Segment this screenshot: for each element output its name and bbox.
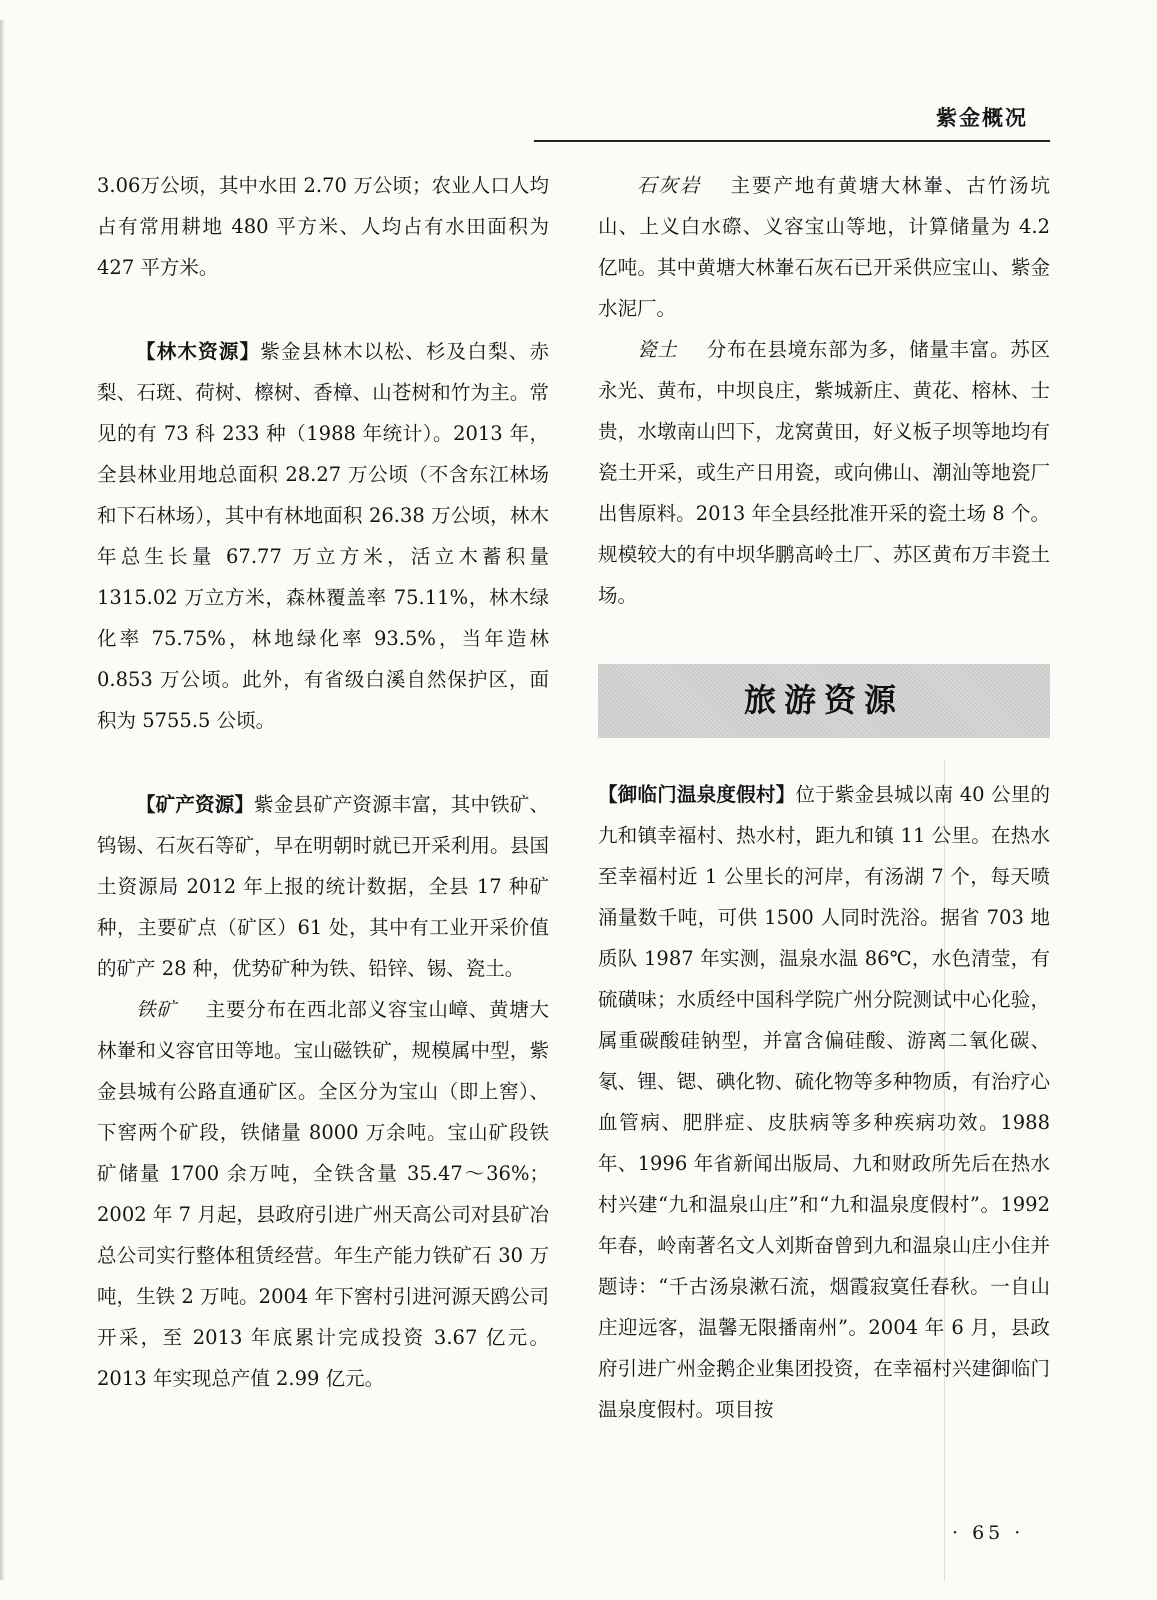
section-title: 紫金概况	[936, 106, 1028, 130]
iron-ore-text: 主要分布在西北部义容宝山嶂、黄塘大林輋和义容官田等地。宝山磁铁矿，规模属中型，紫金县城有公路直通矿区。全区分为宝山（即上窖）、下窖两个矿段，铁储量 8000 万余吨。宝山矿段铁矿储量 1700 余万吨，全铁含量 35.47～36%；2002 年 7 月起，县政府引进广州天高公司对县矿冶总公司实行整体租赁经营。年生产能力铁矿石 30 万吨，生铁 2 万吨。2004 年下窖村引进河源天鸥公司开采，至 2013 年底累计完成投资 3.67 亿元。2013 年实现总产值 2.99 亿元。	[97, 998, 549, 1390]
hot-spring-resort-text: 位于紫金县城以南 40 公里的九和镇幸福村、热水村，距九和镇 11 公里。在热水至幸福村近 1 公里长的河岸，有汤湖 7 个，每天喷涌量数千吨，可供 1500 人同时洗浴。据省 703 地质队 1987 年实测，温泉水温 86℃，水色清莹，有硫磺味；水质经中国科学院广州分院测试中心化验，属重碳酸硅钠型，并富含偏硅酸、游离二氧化碳、氡、锂、锶、碘化物、硫化物等多种物质，有治疗心血管病、肥胖症、皮肤病等多种疾病功效。1988 年、1996 年省新闻出版局、九和财政所先后在热水村兴建“九和温泉山庄”和“九和温泉度假村”。1992 年春，岭南著名文人刘斯奋曾到九和温泉山庄小住并题诗：“千古汤泉漱石流，烟霞寂寞任春秋。一自山庄迎远客，温馨无限播南州”。2004 年 6 月，县政府引进广州金鹅企业集团投资，在幸福村兴建御临门温泉度假村。项目按	[598, 783, 1050, 1421]
right-column	[598, 165, 1050, 1430]
tourism-section-title: 旅游资源	[743, 681, 904, 719]
limestone-paragraph	[598, 165, 1050, 329]
banner-background	[598, 664, 1050, 738]
farmland-paragraph: 3.06万公顷，其中水田 2.70 万公顷；农业人口人均占有常用耕地 480 平方米、人均占有水田面积为 427 平方米。	[97, 174, 549, 279]
forest-resources-text: 紫金县林木以松、杉及白梨、赤梨、石斑、荷树、檫树、香樟、山苍树和竹为主。常见的有 73 科 233 种（1988 年统计）。2013 年，全县林业用地总面积 28.27 万公顷（不含东江林场和下石林场），其中有林地面积 26.38 万公顷，林木年总生长量 67.77 万立方米，活立木蓄积量 1315.02 万立方米，森林覆盖率 75.11%，林木绿化率 75.75%，林地绿化率 93.5%，当年造林 0.853 万公顷。此外，有省级白溪自然保护区，面积为 5755.5 公顷。	[97, 340, 549, 732]
porcelain-clay-text: 分布在县境东部为多，储量丰富。苏区永光、黄布，中坝良庄，紫城新庄、黄花、榕林、士贵，水墩南山凹下，龙窝黄田，好义板子坝等地均有瓷土开采，或生产日用瓷，或向佛山、潮汕等地瓷厂出售原料。2013 年全县经批准开采的瓷土场 8 个。规模较大的有中坝华鹏高岭土厂、苏区黄布万丰瓷土场。	[598, 338, 1050, 607]
binding-edge	[0, 20, 5, 1580]
limestone-label: 石灰岩	[637, 174, 702, 197]
porcelain-clay-paragraph	[598, 329, 1050, 616]
mineral-resources-paragraph	[97, 784, 549, 989]
iron-ore-paragraph	[97, 989, 549, 1399]
tourism-section-banner	[598, 664, 1050, 738]
mineral-resources-text: 紫金县矿产资源丰富，其中铁矿、钨锡、石灰石等矿，早在明朝时就已开采利用。县国土资源局 2012 年上报的统计数据，全县 17 种矿种，主要矿点（矿区）61 处，其中有工业开采价值的矿产 28 种，优势矿种为铁、铅锌、锡、瓷土。	[97, 793, 549, 980]
page-number: · 65 ·	[952, 1522, 1025, 1544]
limestone-text: 主要产地有黄塘大林輋、古竹汤坑山、上义白水磜、义容宝山等地，计算储量为 4.2 亿吨。其中黄塘大林輋石灰石已开采供应宝山、紫金水泥厂。	[598, 174, 1050, 320]
mineral-resources-heading: 【矿产资源】	[136, 793, 255, 816]
left-column	[97, 165, 549, 1399]
running-header	[534, 96, 1050, 142]
porcelain-clay-label: 瓷土	[637, 338, 678, 361]
hot-spring-resort-paragraph	[598, 774, 1050, 1430]
iron-ore-label: 铁矿	[136, 998, 177, 1021]
hot-spring-resort-heading: 【御临门温泉度假村】	[598, 783, 796, 806]
forest-resources-paragraph	[97, 331, 549, 741]
forest-resources-heading: 【林木资源】	[136, 340, 261, 363]
